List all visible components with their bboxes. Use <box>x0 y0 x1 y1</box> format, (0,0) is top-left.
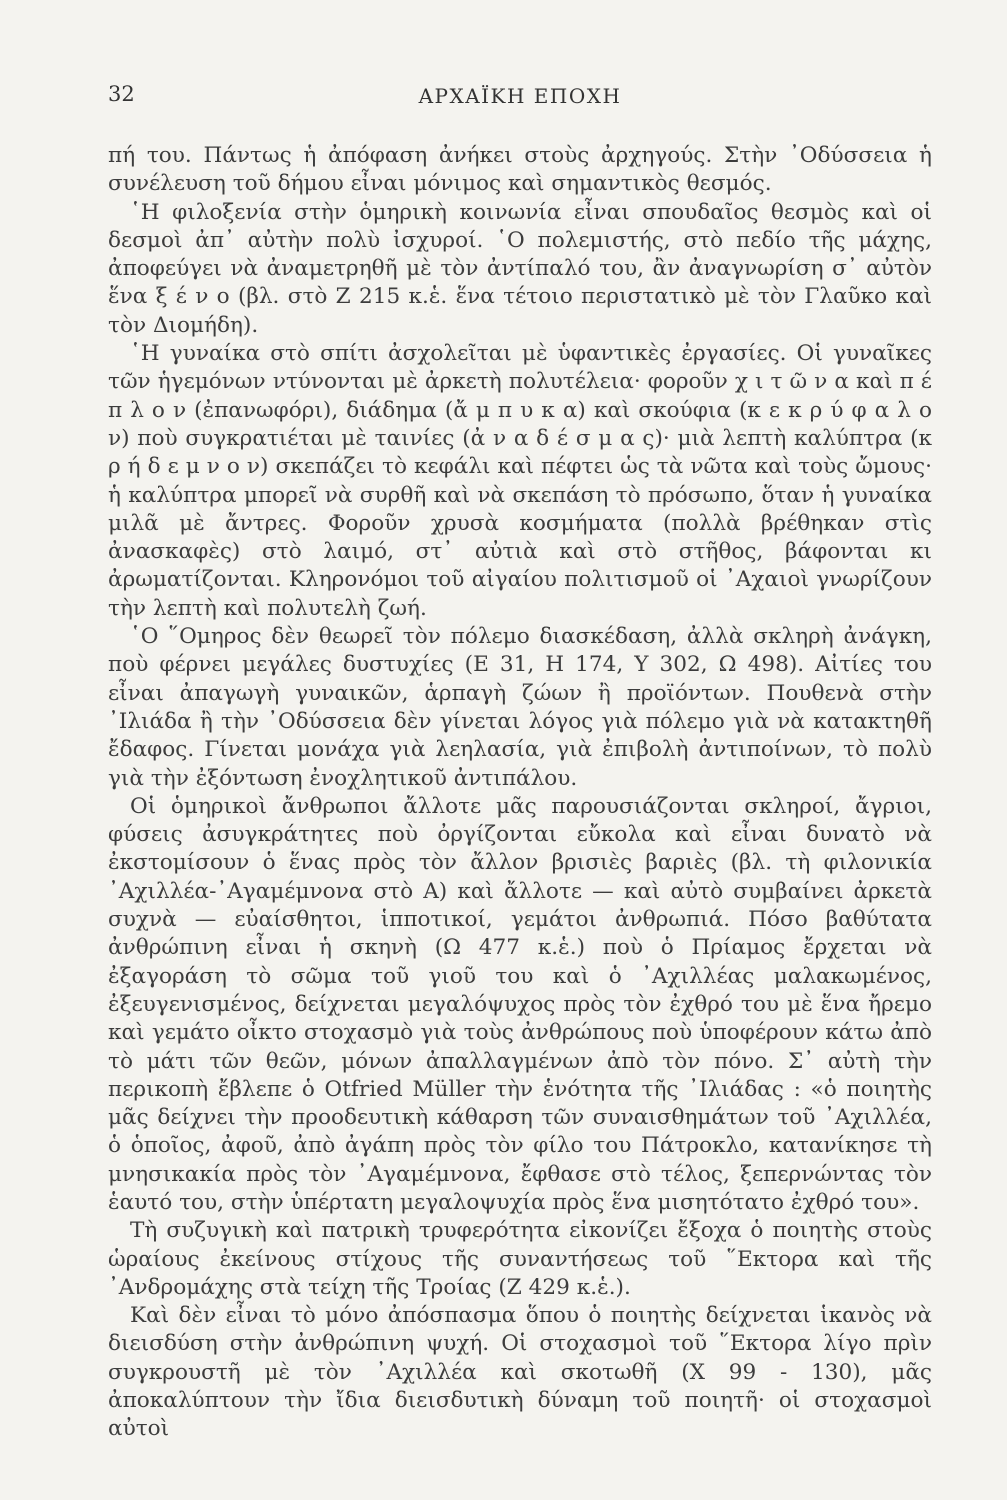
paragraph-war: ῾Ο ῞Ομηρος δὲν θεωρεῖ τὸν πόλεμο διασκέδαση, ἀλλὰ σκληρὴ ἀνάγκη, ποὺ φέρνει μεγάλες δυστυχίες (Ε 31, Η 174, Υ 302, Ω 498). Αἰτίες του εἶναι ἀπαγωγὴ γυναικῶν, ἁρπαγὴ ζώων ἢ προϊόντων. Πουθενὰ στὴν ᾽Ιλιάδα ἢ τὴν ᾽Οδύσσεια δὲν γίνεται λόγος γιὰ πόλεμο γιὰ νὰ κατακτηθῆ ἔδαφος. Γίνεται μονάχα γιὰ λεηλασία, γιὰ ἐπιβολὴ ἀντιποίνων, τὸ πολὺ γιὰ τὴν ἐξόντωση ἐνοχλητικοῦ ἀντιπάλου. <box>108 624 932 791</box>
paragraph-hospitality: ῾Η φιλοξενία στὴν ὁμηρικὴ κοινωνία εἶναι σπουδαῖος θεσμὸς καὶ οἱ δεσμοὶ ἀπ᾽ αὐτὴν πολὺ ἰσχυροί. ῾Ο πολεμιστής, στὸ πεδίο τῆς μάχης, ἀποφεύγει νὰ ἀναμετρηθῆ μὲ τὸν ἀντίπαλό του, ἂν ἀναγνωρίση σ᾽ αὐτὸν ἕνα ξ έ ν ο (βλ. στὸ Ζ 215 κ.ἑ. ἕνα τέτοιο περιστατικὸ μὲ τὸν Γλαῦκο καὶ τὸν Διομήδη). <box>108 199 932 338</box>
body-text <box>108 142 932 1444</box>
paragraph-homeric-people: Οἱ ὁμηρικοὶ ἄνθρωποι ἄλλοτε μᾶς παρουσιάζονται σκληροί, ἄγριοι, φύσεις ἀσυγκράτητες ποὺ ὀργίζονται εὔκολα καὶ εἶναι δυνατὸ νὰ ἐκστομίσουν ὁ ἕνας πρὸς τὸν ἄλλον βρισιὲς βαριὲς (βλ. τὴ φιλονικία ᾽Αχιλλέα-᾽Αγαμέμνονα στὸ Α) καὶ ἄλλοτε — καὶ αὐτὸ συμβαίνει ἀρκετὰ συχνὰ — εὐαίσθητοι, ἱπποτικοί, γεμάτοι ἀνθρωπιά. Πόσο βαθύτατα ἀνθρώπινη εἶναι ἡ σκηνὴ (Ω 477 κ.ἑ.) ποὺ ὁ Πρίαμος ἔρχεται νὰ ἐξαγοράση τὸ σῶμα τοῦ γιοῦ του καὶ ὁ ᾽Αχιλλέας μαλακωμένος, ἐξευγενισμένος, δείχνεται μεγαλόψυχος πρὸς τὸν ἐχθρό του μὲ ἕνα ἤρεμο καὶ γεμάτο οἶκτο στοχασμὸ γιὰ τοὺς ἀνθρώπους ποὺ ὑποφέρουν κάτω ἀπὸ τὸ μάτι τῶν θεῶν, μόνων ἀπαλλαγμένων ἀπὸ τὸν πόνο. Σ᾽ αὐτὴ τὴν περικοπὴ ἔβλεπε ὁ Otfried Müller τὴν ἑνότητα τῆς ᾽Ιλιάδας : «ὁ ποιητὴς μᾶς δείχνει τὴν προοδευτικὴ κάθαρση τῶν συναισθημάτων τοῦ ᾽Αχιλλέα, ὁ ὁποῖος, ἀφοῦ, ἀπὸ ἀγάπη πρὸς τὸν φίλο του Πάτροκλο, κατανίκησε τὴ μνησικακία πρὸς τὸν ᾽Αγαμέμνονα, ἔφθασε στὸ τέλος, ξεπερνώντας τὸν ἑαυτό του, στὴν ὑπέρτατη μεγαλοψυχία πρὸς ἕνα μισητότατο ἐχθρό του». <box>108 793 932 1215</box>
paragraph-continuation: πή του. Πάντως ἡ ἀπόφαση ἀνήκει στοὺς ἀρχηγούς. Στὴν ᾽Οδύσσεια ἡ συνέλευση τοῦ δήμου εἶναι μόνιμος καὶ σημαντικὸς θεσμός. <box>108 143 932 197</box>
paragraph-women: ῾Η γυναίκα στὸ σπίτι ἀσχολεῖται μὲ ὑφαντικὲς ἐργασίες. Οἱ γυναῖκες τῶν ἡγεμόνων ντύνονται μὲ ἀρκετὴ πολυτέλεια· φοροῦν χ ι τ ῶ ν α καὶ π έ π λ ο ν (ἐπανωφόρι), διάδημα (ἄ μ π υ κ α) καὶ σκούφια (κ ε κ ρ ύ φ α λ ο ν) ποὺ συγκρατιέται μὲ ταινίες (ἀ ν α δ έ σ μ α ς)· μιὰ λεπτὴ καλύπτρα (κ ρ ή δ ε μ ν ο ν) σκεπάζει τὸ κεφάλι καὶ πέφτει ὡς τὰ νῶτα καὶ τοὺς ὤμους· ἡ καλύπτρα μπορεῖ νὰ συρθῆ καὶ νὰ σκεπάση τὸ πρόσωπο, ὅταν ἡ γυναίκα μιλᾶ μὲ ἄντρες. Φοροῦν χρυσὰ κοσμήματα (πολλὰ βρέθηκαν στὶς ἀνασκαφὲς) στὸ λαιμό, στ᾽ αὐτιὰ καὶ στὸ στῆθος, βάφονται κι ἀρωματίζονται. Κληρονόμοι τοῦ αἰγαίου πολιτισμοῦ οἱ ᾽Αχαιοὶ γνωρίζουν τὴν λεπτὴ καὶ πολυτελὴ ζωή. <box>108 341 932 621</box>
paragraph-tenderness: Τὴ συζυγικὴ καὶ πατρικὴ τρυφερότητα εἰκονίζει ἔξοχα ὁ ποιητὴς στοὺς ὡραίους ἐκείνους στίχους τῆς συναντήσεως τοῦ ῞Εκτορα καὶ τῆς ᾽Ανδρομάχης στὰ τείχη τῆς Τροίας (Ζ 429 κ.ἑ.). <box>108 1218 932 1300</box>
running-title: ΑΡΧΑΪΚΗ ΕΠΟΧΗ <box>418 84 622 108</box>
running-head <box>108 78 932 118</box>
page-number: 32 <box>108 82 135 106</box>
paragraph-hector: Καὶ δὲν εἶναι τὸ μόνο ἀπόσπασμα ὅπου ὁ ποιητὴς δείχνεται ἱκανὸς νὰ διεισδύση στὴν ἀνθρώπινη ψυχή. Οἱ στοχασμοὶ τοῦ ῞Εκτορα λίγο πρὶν συγκρουστῆ μὲ τὸν ᾽Αχιλλέα καὶ σκοτωθῆ (Χ 99 - 130), μᾶς ἀποκαλύπτουν τὴν ἴδια διεισδυτικὴ δύναμη τοῦ ποιητῆ· οἱ στοχασμοὶ αὐτοὶ <box>108 1303 932 1442</box>
